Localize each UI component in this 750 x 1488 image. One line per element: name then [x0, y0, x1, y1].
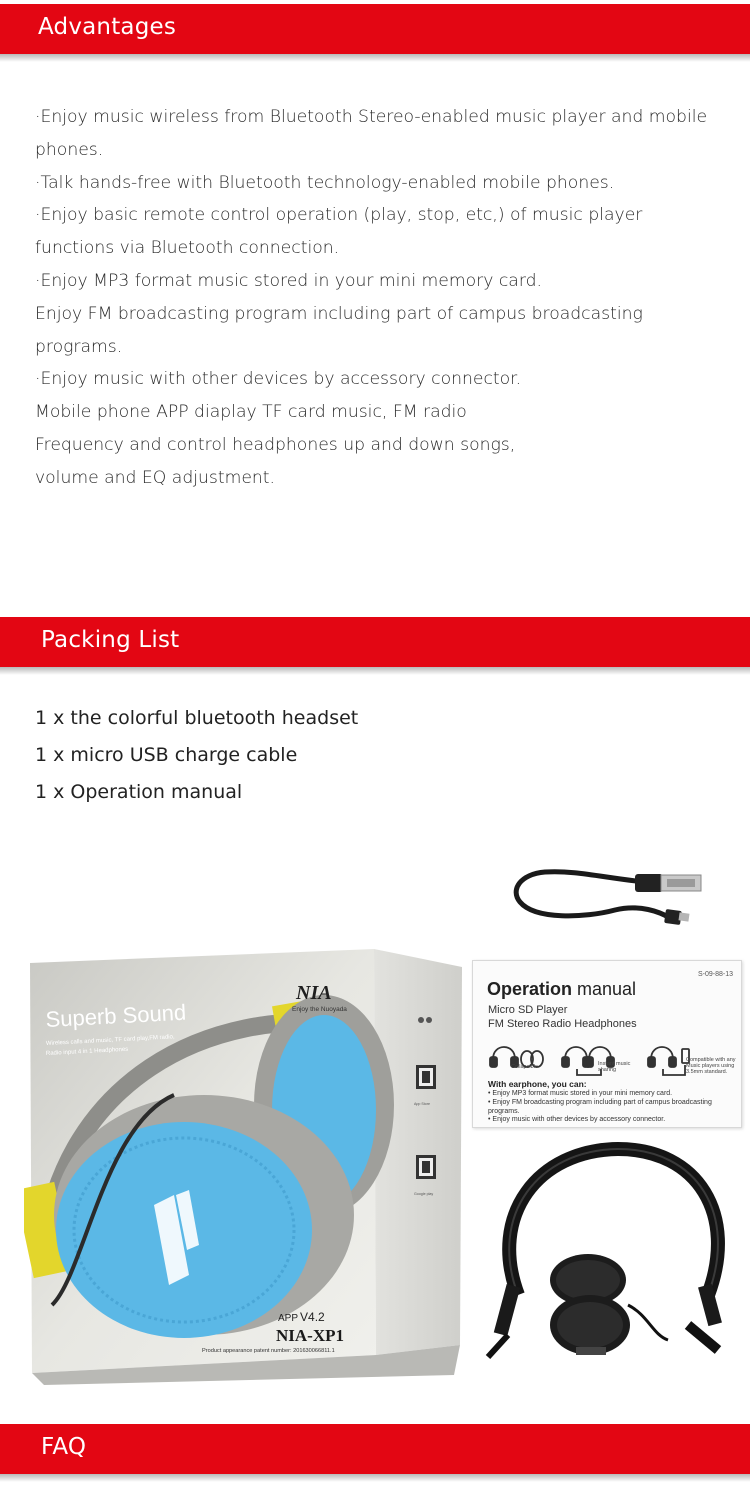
- box-app-label: APP V4.2: [278, 1310, 325, 1324]
- store-label-2: Google play: [414, 1192, 434, 1196]
- manual-subtitle: FM Stereo Radio Headphones: [488, 1018, 637, 1030]
- box-headline: Superb Sound: [44, 999, 187, 1032]
- manual-bullet: • Enjoy music with other devices by accessory connector.: [488, 1116, 666, 1123]
- advantage-line: volume and EQ adjustment.: [35, 467, 276, 488]
- black-headphones-image: [478, 1135, 743, 1380]
- list-item: 1 x the colorful bluetooth headset: [35, 707, 359, 729]
- store-label-1: App Store: [414, 1102, 430, 1106]
- advantage-line: ·Enjoy MP3 format music stored in your mini memory card.: [35, 270, 542, 291]
- manual-title: Operation manual: [487, 979, 637, 999]
- advantage-line: Frequency and control headphones up and down songs,: [35, 434, 516, 455]
- advantage-line: ·Enjoy music with other devices by accessory connector.: [35, 369, 522, 390]
- manual-with-earphone: With earphone, you can:: [488, 1079, 587, 1089]
- divider-shadow: [0, 1474, 750, 1482]
- list-item: 1 x micro USB charge cable: [35, 744, 298, 766]
- advantage-line: ·Talk hands-free with Bluetooth technology-enabled mobile phones.: [35, 172, 615, 193]
- section-header-packing-list: [0, 617, 750, 667]
- advantage-line: Mobile phone APP diaplay TF card music, FM radio: [35, 402, 467, 423]
- box-tagline: Enjoy the Nuoyada: [292, 1006, 347, 1013]
- section-header-advantages: [0, 4, 750, 54]
- advantages-text: [35, 101, 725, 495]
- divider-shadow: [0, 667, 750, 675]
- caption-collapsible: Collapsible: [511, 1064, 538, 1070]
- advantage-line: ·Enjoy basic remote control operation (play, stop, etc,) of music player functions via Bluetooth connection.: [35, 205, 643, 259]
- box-desc-1: Wireless calls and music, TF card play,FM radio,: [45, 1034, 175, 1047]
- manual-subtitle: Micro SD Player: [488, 1004, 568, 1016]
- section-header-faq: [0, 1424, 750, 1474]
- product-box-image: [24, 945, 464, 1385]
- box-patent: Product appearance patent number: 201630066811.1: [202, 1348, 335, 1354]
- divider-shadow: [0, 54, 750, 62]
- list-item: 1 x Operation manual: [35, 781, 243, 803]
- box-model: NIA-XP1: [276, 1326, 344, 1345]
- advantage-line: Enjoy FM broadcasting program including part of campus broadcasting programs.: [35, 303, 643, 357]
- box-desc-2: Radio input 4 in 1 Headphones: [45, 1046, 129, 1057]
- manual-code: S-09-88-13: [697, 971, 733, 978]
- manual-bullet: • Enjoy MP3 format music stored in your mini memory card.: [488, 1090, 673, 1097]
- caption-compatible: Compatible with any Music players using 3.5mm standard.: [686, 1057, 736, 1075]
- box-logo: NIA: [296, 982, 332, 1004]
- operation-manual-image: [472, 960, 742, 1128]
- advantage-line: ·Enjoy music wireless from Bluetooth Stereo-enabled music player and mobile phones.: [35, 107, 708, 160]
- section-title: Packing List: [41, 627, 180, 653]
- section-title: Advantages: [38, 14, 177, 40]
- caption-sharing: Instant music sharing: [598, 1061, 631, 1073]
- packing-list: [35, 700, 358, 811]
- manual-bullet: • Enjoy FM broadcasting program including part of campus broadcasting programs.: [488, 1099, 712, 1115]
- section-title: FAQ: [41, 1434, 87, 1460]
- usb-cable-image: [505, 860, 705, 940]
